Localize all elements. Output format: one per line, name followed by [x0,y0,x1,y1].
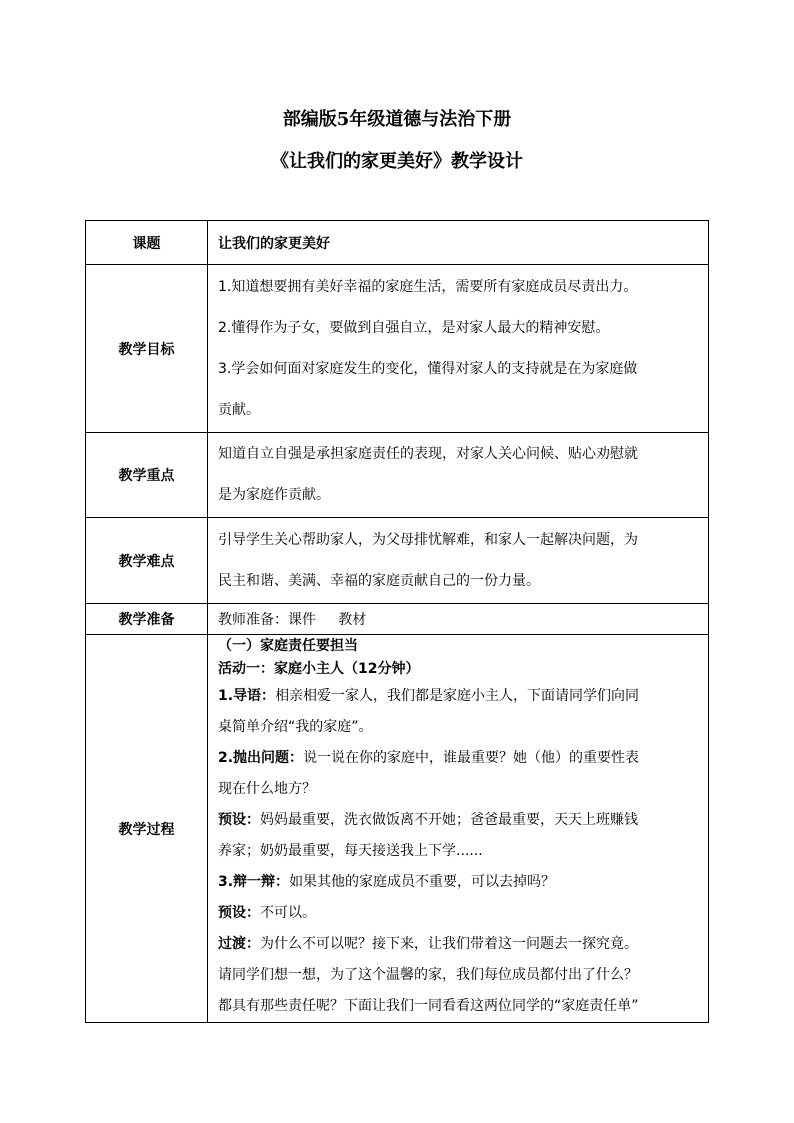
row-key-points [86,433,709,518]
process-line: 养家；奶奶最重要，每天接送我上下学...... [218,843,483,859]
process-line: 3.辩一辩：如果其他的家庭成员不重要，可以去掉吗？ [218,874,556,890]
row-difficulties [86,518,709,604]
process-line: 1.导语：相亲相爱一家人，我们都是家庭小主人，下面请同学们向同 [218,688,640,704]
doc-title-line2: 《让我们的家更美好》教学设计 [271,151,523,172]
process-section-title: （一）家庭责任要担当 [218,638,358,654]
goal-line: 贡献。 [218,401,260,418]
key-point-line: 是为家庭作贡献。 [218,487,330,503]
row-topic [86,221,709,265]
process-line: 请同学们想一想，为了这个温馨的家，我们每位成员都付出了什么？ [218,967,638,983]
doc-title-line1: 部编版5年级道德与法治下册 [282,109,512,130]
value-process [208,635,709,1023]
goal-line: 3.学会如何面对家庭发生的变化，懂得对家人的支持就是在为家庭做 [218,360,638,377]
process-line: 现在什么地方？ [218,781,316,797]
label-topic: 课题 [86,221,208,265]
goal-line: 2.懂得作为子女，要做到自强自立，是对家人最大的精神安慰。 [218,319,610,336]
difficulty-line: 引导学生关心帮助家人，为父母排忧解难，和家人一起解决问题，为 [218,531,638,548]
value-difficulties [208,518,709,604]
label-preparation: 教学准备 [86,604,208,635]
process-line: 桌简单介绍“我的家庭”。 [218,719,373,735]
label-process: 教学过程 [86,635,208,1023]
process-line: 都具有那些责任呢？下面让我们一同看看这两位同学的“家庭责任单” [218,998,639,1014]
label-key-points: 教学重点 [86,433,208,518]
value-goals [208,265,709,433]
process-line: 过渡：为什么不可以呢？接下来，让我们带着这一问题去一探究竟。 [218,936,638,952]
row-preparation [86,604,709,635]
process-line: 预设：妈妈最重要，洗衣做饭离不开她；爸爸最重要，天天上班赚钱 [218,812,638,828]
value-key-points [208,433,709,518]
value-topic: 让我们的家更美好 [208,221,709,265]
key-point-line: 知道自立自强是承担家庭责任的表现，对家人关心问候、贴心劝慰就 [218,446,638,462]
process-activity-title: 活动一：家庭小主人（12分钟） [218,661,420,677]
label-goals: 教学目标 [86,265,208,433]
process-line: 预设：不可以。 [218,905,316,921]
label-difficulties: 教学难点 [86,518,208,604]
process-line: 2.抛出问题：说一说在你的家庭中，谁最重要？她（他）的重要性表 [218,750,640,766]
value-preparation: 教师准备：课件 教材 [208,604,709,635]
row-process [86,635,709,1023]
lesson-plan-table [85,220,709,1023]
row-goals [86,265,709,433]
goal-line: 1.知道想要拥有美好幸福的家庭生活，需要所有家庭成员尽责出力。 [218,278,638,295]
difficulty-line: 民主和谐、美满、幸福的家庭贡献自己的一份力量。 [218,572,540,589]
